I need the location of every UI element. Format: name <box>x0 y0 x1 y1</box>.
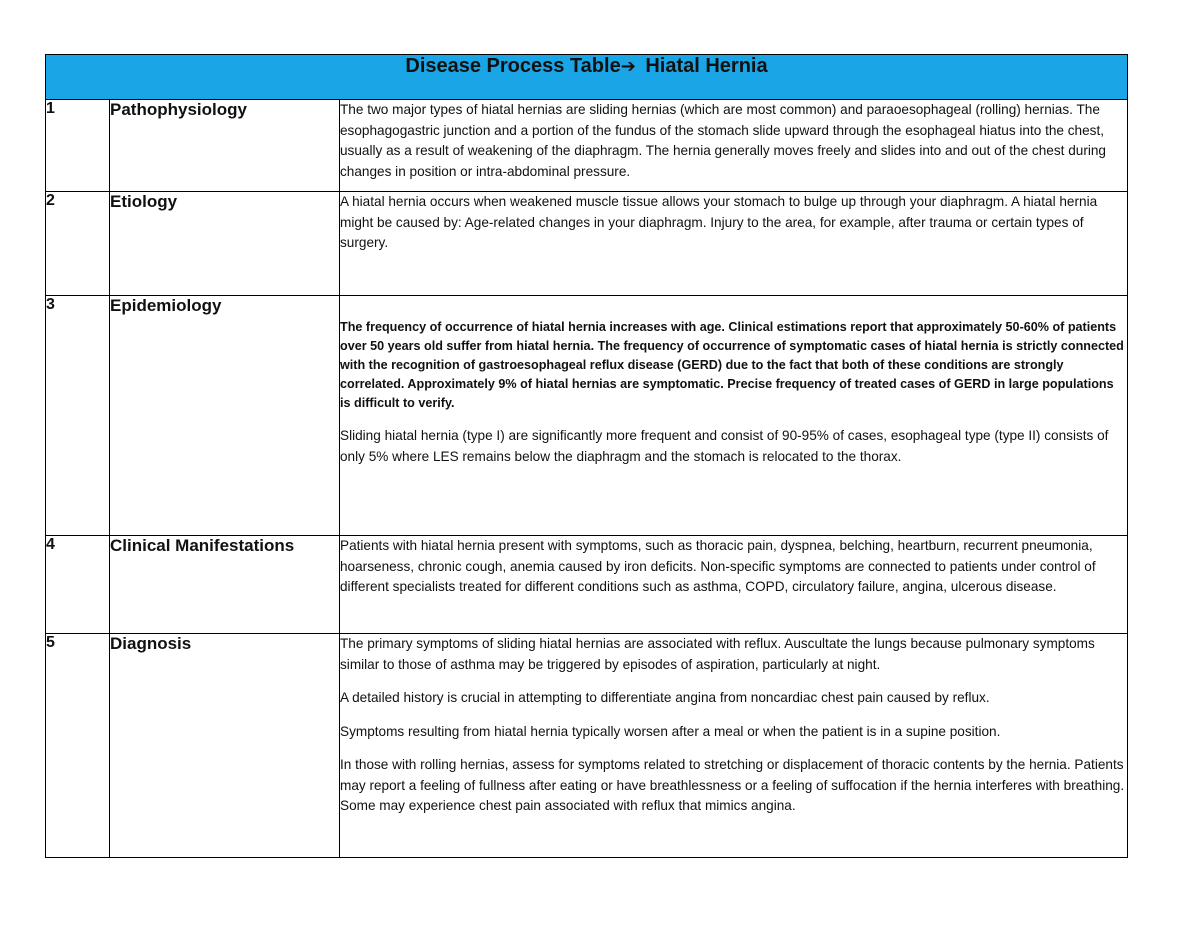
row-number: 2 <box>46 192 110 296</box>
table-row <box>46 634 1128 858</box>
row-content-diagnosis <box>340 634 1128 858</box>
table-row <box>46 296 1128 536</box>
table-row <box>46 536 1128 634</box>
row-heading-epidemiology: Epidemiology <box>110 296 340 536</box>
row-content-etiology <box>340 192 1128 296</box>
row-heading-clinical-manifestations: Clinical Manifestations <box>110 536 340 634</box>
row-number: 3 <box>46 296 110 536</box>
table-row <box>46 100 1128 192</box>
table-row <box>46 192 1128 296</box>
row-heading-pathophysiology: Pathophysiology <box>110 100 340 192</box>
disease-process-table <box>45 54 1128 858</box>
paragraph: A detailed history is crucial in attempting to differentiate angina from noncardiac chest pain caused by reflux. <box>340 690 990 705</box>
paragraph: Symptoms resulting from hiatal hernia typically worsen after a meal or when the patient is in a supine position. <box>340 723 1001 739</box>
row-content-pathophysiology <box>340 100 1128 192</box>
paragraph: In those with rolling hernias, assess for symptoms related to stretching or displacement of thoracic contents by the hernia. Patients may report a feeling of fullness after eating or have breathlessness or a feeling of suffocation if the hernia interferes with breathing. Some may experience chest pain associated with reflux that mimics angina. <box>340 757 1125 813</box>
row-heading-diagnosis: Diagnosis <box>110 634 340 858</box>
row-heading-etiology: Etiology <box>110 192 340 296</box>
row-number: 4 <box>46 536 110 634</box>
table-title: Disease Process Table <box>405 55 621 77</box>
paragraph: The frequency of occurrence of hiatal hernia increases with age. Clinical estimations report that approximately 50-60% of patients over 50 years old suffer from hiatal hernia. The frequency of occurrence of symptomatic cases of hiatal hernia is strictly connected with the recognition of gastroesophageal reflux disease (GERD) due to the fact that both of these conditions are strongly correlated. Approximately 9% of hiatal hernias are symptomatic. Precise frequency of treated cases of GERD in large populations is difficult to verify. <box>340 320 1124 410</box>
right-arrow-icon: ➔ <box>620 56 636 76</box>
row-number: 5 <box>46 634 110 858</box>
row-number: 1 <box>46 100 110 192</box>
paragraph: The two major types of hiatal hernias are sliding hernias (which are most common) and paraoesophageal (rolling) hernias. The esophagogastric junction and a portion of the fundus of the stomach slide upward through the esophageal hiatus into the chest, usually as a result of weakening of the diaphragm. The hernia generally moves freely and slides into and out of the chest during changes in position or intra-abdominal pressure. <box>340 102 1106 179</box>
row-content-epidemiology <box>340 296 1128 536</box>
paragraph: A hiatal hernia occurs when weakened muscle tissue allows your stomach to bulge up through your diaphragm. A hiatal hernia might be caused by: Age-related changes in your diaphragm. Injury to the area, for example, after trauma or certain types of surgery. <box>340 194 1098 250</box>
table-title-subject: Hiatal Hernia <box>645 55 768 77</box>
table-title-bar <box>46 55 1128 100</box>
row-content-clinical-manifestations <box>340 536 1128 634</box>
paragraph: Patients with hiatal hernia present with symptoms, such as thoracic pain, dyspnea, belching, heartburn, recurrent pneumonia, hoarseness, chronic cough, anemia caused by iron deficits. Non-specific symptoms are connected to patients under control of different specialists treated for different conditions such as asthma, COPD, circulatory failure, angina, ulcerous disease. <box>340 538 1096 594</box>
paragraph: The primary symptoms of sliding hiatal hernias are associated with reflux. Auscultate the lungs because pulmonary symptoms similar to those of asthma may be triggered by episodes of aspiration, particularly at night. <box>340 636 1095 672</box>
paragraph: Sliding hiatal hernia (type I) are significantly more frequent and consist of 90-95% of cases, esophageal type (type II) consists of only 5% where LES remains below the diaphragm and the stomach is relocated to the thorax. <box>340 428 1109 464</box>
